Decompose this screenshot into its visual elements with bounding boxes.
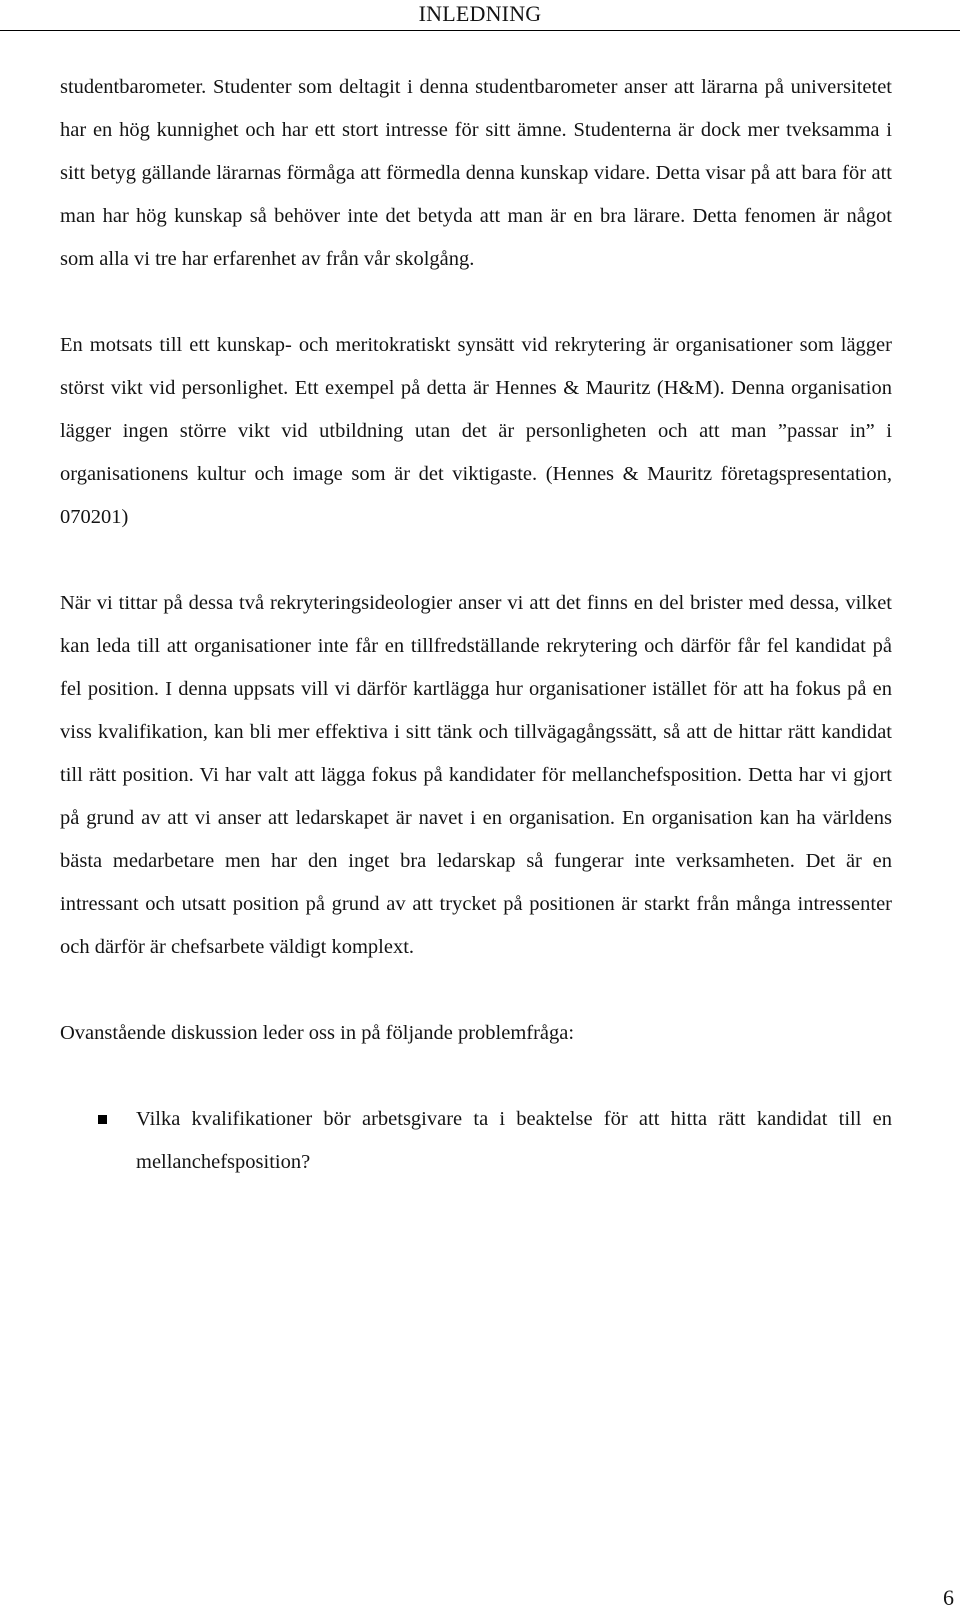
square-bullet-icon	[98, 1115, 107, 1124]
problem-question-text: Vilka kvalifikationer bör arbetsgivare ta i beaktelse för att hitta rätt kandidat till en mellanchefsposition?	[136, 1108, 892, 1173]
paragraph-studentbarometer: studentbarometer. Studenter som deltagit i denna studentbarometer anser att lärarna på universitetet har en hög kunnighet och har ett stort intresse för sitt ämne. Studenterna är dock mer tveksamma i sitt betyg gällande lärarnas förmåga att förmedla denna kunskap vidare. Detta visar på att bara för att man har hög kunskap så behöver inte det betyda att man är en bra lärare. Detta fenomen är något som alla vi tre har erfarenhet av från vår skolgång.	[60, 76, 892, 270]
paragraph-recruitment-ideologies: När vi tittar på dessa två rekryteringsideologier anser vi att det finns en del brister med dessa, vilket kan leda till att organisationer inte får en tillfredställande rekrytering och därför får fel kandidat på fel position. I denna uppsats vill vi därför kartlägga hur organisationer istället för att ha fokus på en viss kvalifikation, kan bli mer effektiva i sitt tänk och tillvägagångssätt, så att de hittar rätt kandidat till rätt position. Vi har valt att lägga fokus på kandidater för mellanchefsposition. Detta har vi gjort på grund av att vi anser att ledarskapet är navet i en organisation. En organisation kan ha världens bästa medarbetare men har den inget bra ledarskap så fungerar inte verksamheten. Det är en intressant och utsatt position på grund av att trycket på positionen är starkt från många intressenter och därför är chefsarbete väldigt komplext.	[60, 592, 892, 958]
problem-question-list	[60, 1098, 892, 1184]
page-number: 6	[943, 1585, 954, 1610]
page-header	[0, 0, 960, 31]
header-divider	[0, 30, 960, 31]
document-body	[60, 66, 892, 1184]
problem-question	[60, 1098, 892, 1184]
paragraph-personality-recruitment: En motsats till ett kunskap- och meritokratiskt synsätt vid rekrytering är organisationer som lägger störst vikt vid personlighet. Ett exempel på detta är Hennes & Mauritz (H&M). Denna organisation lägger ingen större vikt vid utbildning utan det är personligheten och att man ”passar in” i organisationens kultur och image som är det viktigaste. (Hennes & Mauritz företagspresentation, 070201)	[60, 334, 892, 528]
paragraph-problem-intro: Ovanstående diskussion leder oss in på följande problemfråga:	[60, 1022, 575, 1044]
chapter-title: INLEDNING	[418, 1, 542, 26]
